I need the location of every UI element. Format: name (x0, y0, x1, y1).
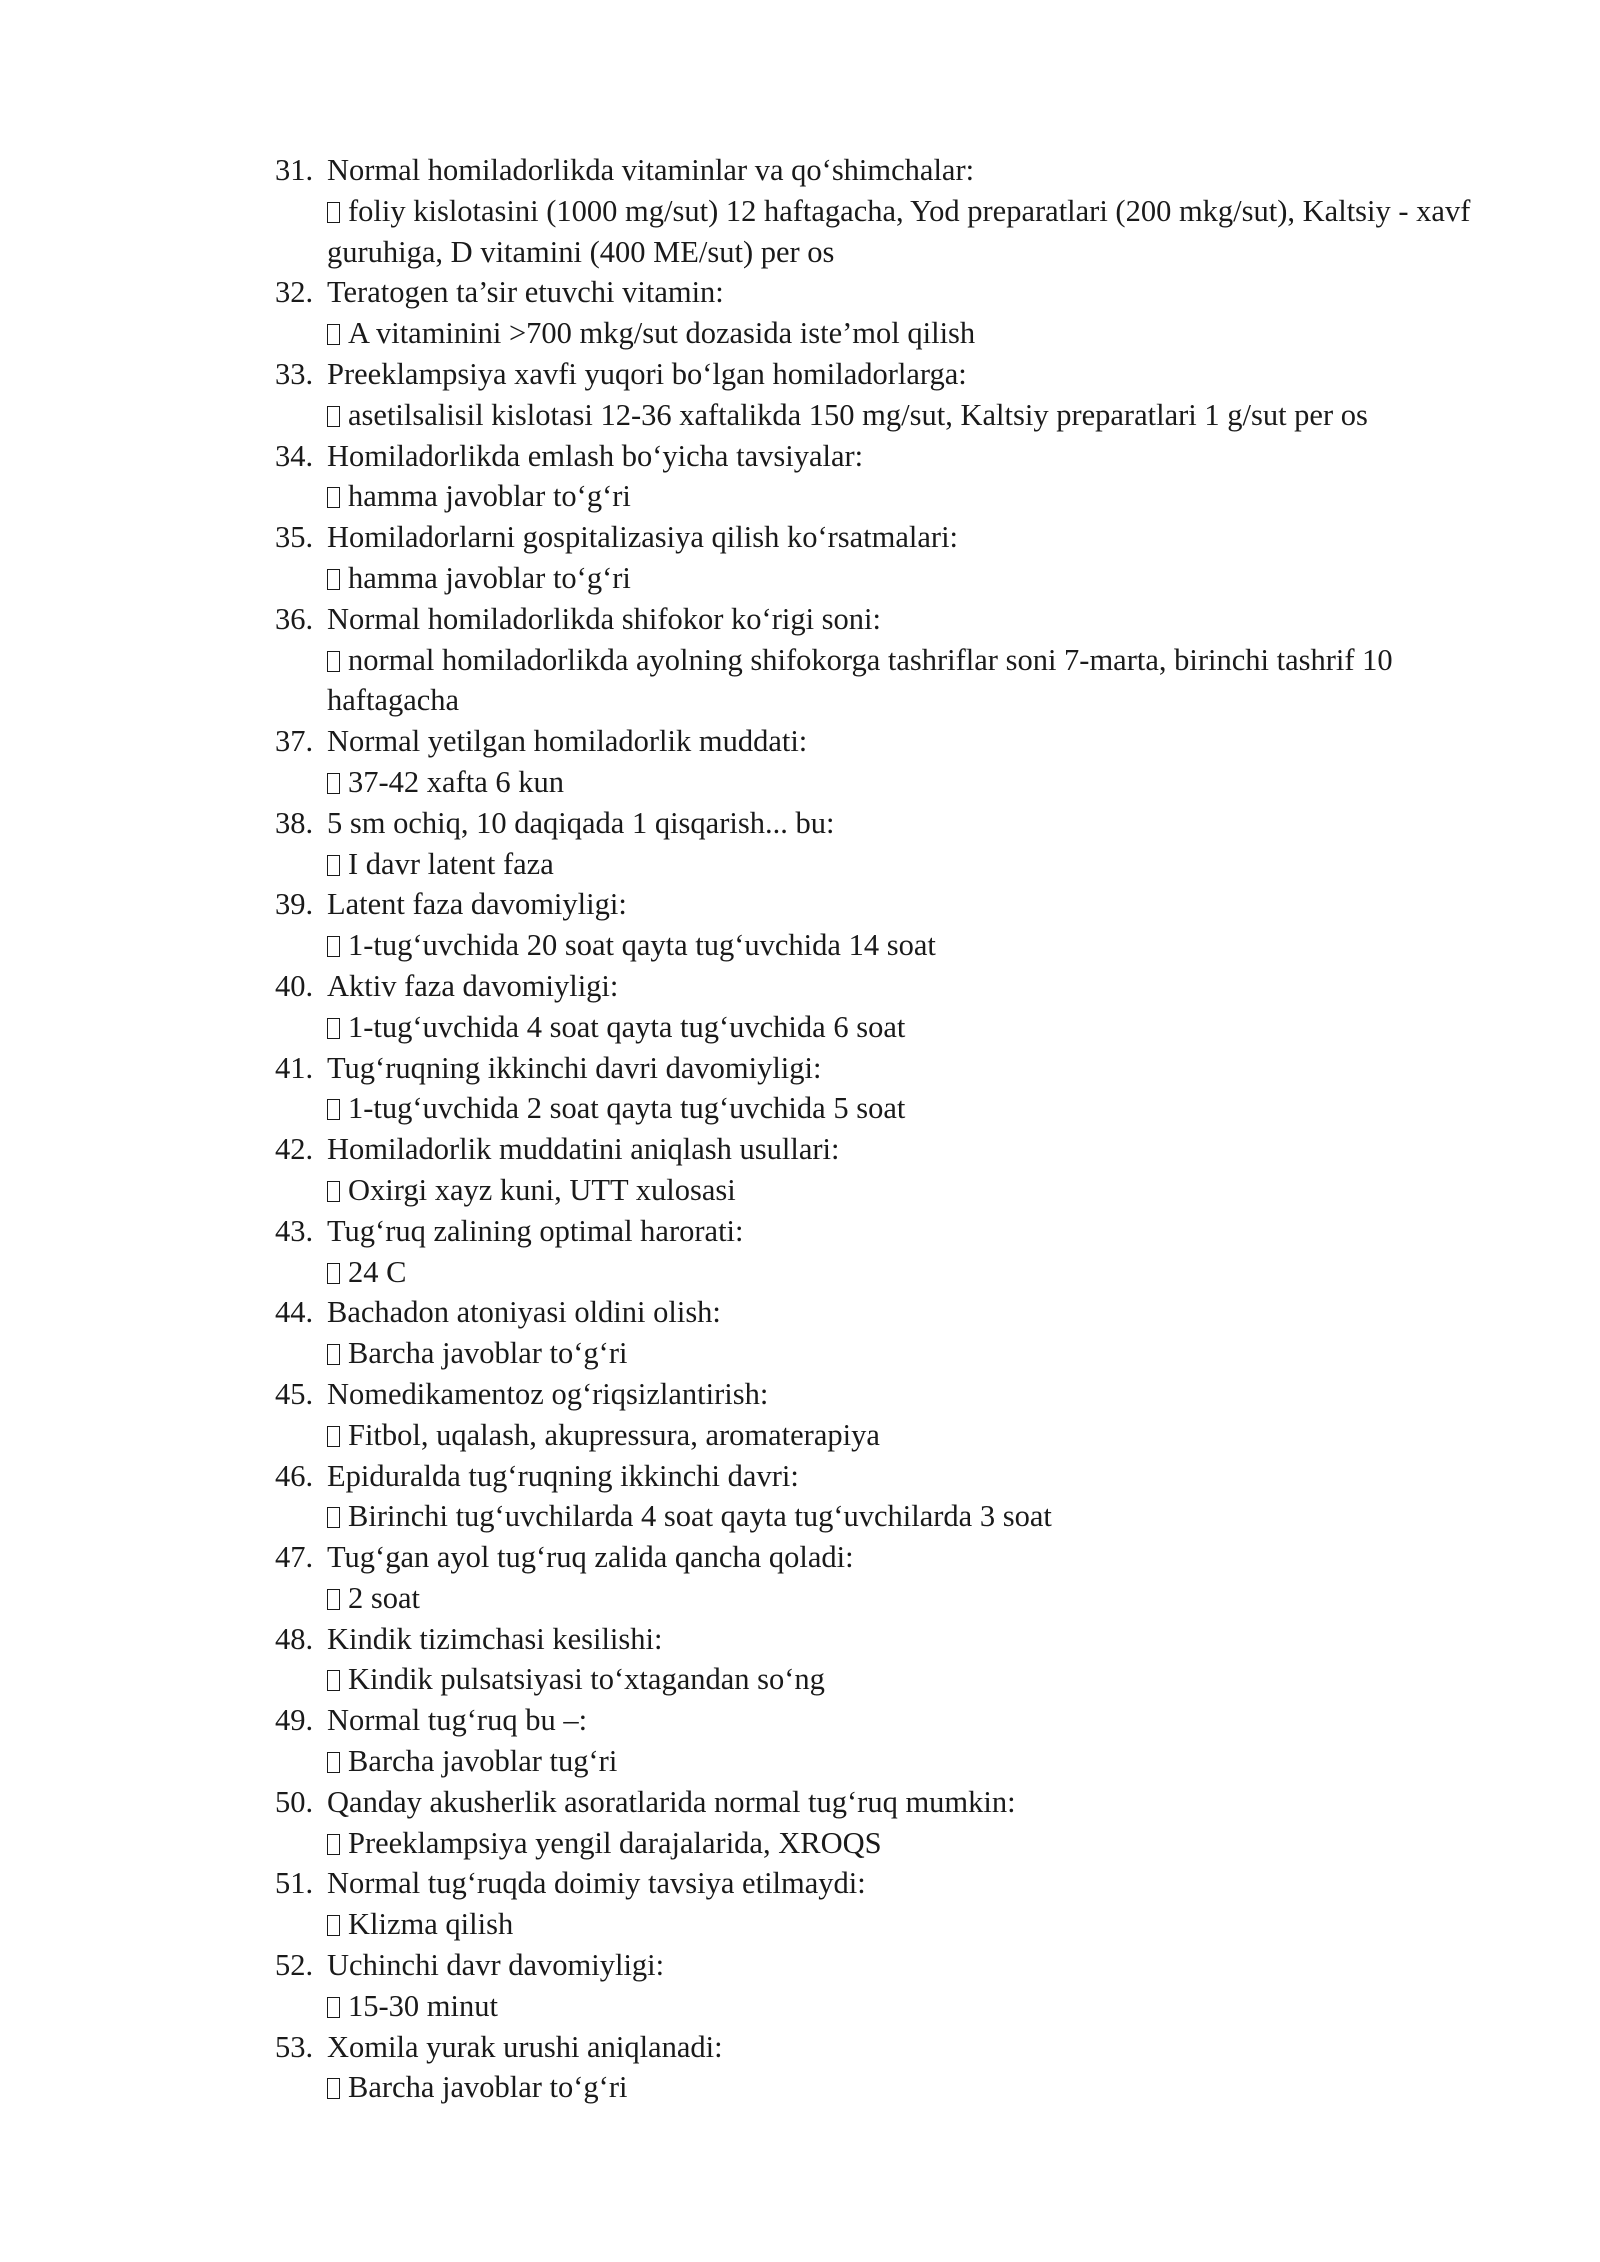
answer-line (275, 1170, 1505, 1211)
answer-text-wrap (327, 1333, 1505, 1374)
answer-text-wrap (327, 558, 1505, 599)
answer-text-wrap (327, 476, 1505, 517)
answer-text-wrap (327, 1823, 1505, 1864)
question-number: 41. (275, 1050, 314, 1085)
missing-glyph-box-icon (327, 1181, 340, 1202)
answer-line (275, 1986, 1505, 2027)
question-item (275, 803, 1505, 885)
answer-line (275, 1333, 1505, 1374)
question-number: 32. (275, 275, 314, 310)
missing-glyph-box-icon (327, 936, 340, 957)
answer-text-wrap (327, 1496, 1505, 1537)
question-item (275, 1700, 1505, 1782)
question-number: 37. (275, 724, 314, 759)
question-item (275, 966, 1505, 1048)
question-number: 45. (275, 1376, 314, 1411)
question-item (275, 517, 1505, 599)
question-line (275, 1537, 1505, 1578)
answer-line (275, 395, 1505, 436)
question-text: Homiladorlarni gospitalizasiya qilish ko‘rsatmalari: (327, 520, 959, 555)
answer-text-wrap (327, 1007, 1505, 1048)
answer-line (275, 1415, 1505, 1456)
question-text: Normal yetilgan homiladorlik muddati: (327, 724, 808, 759)
question-item (275, 884, 1505, 966)
question-line (275, 1619, 1505, 1660)
answer-text: I davr latent faza (348, 846, 554, 881)
answer-line (275, 1659, 1505, 1700)
answer-text-wrap (327, 191, 1505, 273)
answer-text: asetilsalisil kislotasi 12-36 xaftalikda 150 mg/sut, Kaltsiy preparatlari 1 g/sut per os (348, 397, 1368, 432)
missing-glyph-box-icon (327, 855, 340, 876)
question-item (275, 1292, 1505, 1374)
answer-text: Barcha javoblar tug‘ri (348, 1744, 618, 1779)
question-text: Homiladorlikda emlash bo‘yicha tavsiyalar: (327, 438, 864, 473)
question-line (275, 1456, 1505, 1497)
answer-line (275, 640, 1505, 722)
answer-text: 2 soat (348, 1580, 421, 1615)
question-text: Tug‘ruqning ikkinchi davri davomiyligi: (327, 1050, 822, 1085)
question-item (275, 1374, 1505, 1456)
answer-text-wrap (327, 1252, 1505, 1293)
question-text: Aktiv faza davomiyligi: (327, 968, 619, 1003)
question-text: Preeklampsiya xavfi yuqori bo‘lgan homiladorlarga: (327, 356, 967, 391)
question-number: 44. (275, 1295, 314, 1330)
question-text: Normal homiladorlikda vitaminlar va qo‘shimchalar: (327, 153, 975, 187)
question-number: 39. (275, 887, 314, 922)
answer-text: Birinchi tug‘uvchilarda 4 soat qayta tug‘uvchilarda 3 soat (348, 1499, 1052, 1534)
question-item (275, 1456, 1505, 1538)
missing-glyph-box-icon (327, 569, 340, 590)
question-number: 51. (275, 1866, 314, 1901)
missing-glyph-box-icon (327, 202, 340, 223)
question-line (275, 1782, 1505, 1823)
question-line (275, 1048, 1505, 1089)
answer-text: Kindik pulsatsiyasi to‘xtagandan so‘ng (348, 1662, 825, 1697)
answer-text: 24 C (348, 1254, 407, 1289)
answer-text: 1-tug‘uvchida 20 soat qayta tug‘uvchida 14 soat (348, 928, 936, 963)
question-line (275, 1863, 1505, 1904)
answer-text-wrap (327, 1986, 1505, 2027)
answer-text-wrap (327, 1904, 1505, 1945)
missing-glyph-box-icon (327, 773, 340, 794)
question-number: 38. (275, 805, 314, 840)
answer-text: 37-42 xafta 6 kun (348, 764, 564, 799)
answer-text: hamma javoblar to‘g‘ri (348, 479, 631, 514)
missing-glyph-box-icon (327, 1018, 340, 1039)
answer-line (275, 1007, 1505, 1048)
answer-text: Oxirgi xayz kuni, UTT xulosasi (348, 1172, 736, 1207)
question-text: 5 sm ochiq, 10 daqiqada 1 qisqarish... bu: (327, 805, 835, 840)
question-text: Normal tug‘ruqda doimiy tavsiya etilmaydi: (327, 1866, 866, 1901)
question-number: 42. (275, 1132, 314, 1167)
question-number: 47. (275, 1540, 314, 1575)
question-line (275, 1700, 1505, 1741)
question-line (275, 1129, 1505, 1170)
answer-text-wrap (327, 1578, 1505, 1619)
question-number: 49. (275, 1703, 314, 1738)
answer-line (275, 925, 1505, 966)
question-line (275, 354, 1505, 395)
question-line (275, 1292, 1505, 1333)
missing-glyph-box-icon (327, 1915, 340, 1936)
answer-text: Fitbol, uqalash, akupressura, aromaterapiya (348, 1417, 880, 1452)
missing-glyph-box-icon (327, 1589, 340, 1610)
answer-line (275, 762, 1505, 803)
answer-text: normal homiladorlikda ayolning shifokorga tashriflar soni 7-marta, birinchi tashrif 10 haftagacha (327, 642, 1393, 718)
question-line (275, 599, 1505, 640)
missing-glyph-box-icon (327, 1263, 340, 1284)
answer-text-wrap (327, 762, 1505, 803)
question-line (275, 272, 1505, 313)
question-line (275, 1211, 1505, 1252)
answer-text: 1-tug‘uvchida 2 soat qayta tug‘uvchida 5 soat (348, 1091, 906, 1126)
question-number: 52. (275, 1948, 314, 1983)
question-line (275, 966, 1505, 1007)
answer-line (275, 844, 1505, 885)
answer-line (275, 1823, 1505, 1864)
question-item (275, 721, 1505, 803)
question-text: Tug‘ruq zalining optimal harorati: (327, 1213, 744, 1248)
answer-text-wrap (327, 2067, 1505, 2108)
answer-text-wrap (327, 1415, 1505, 1456)
question-line (275, 2027, 1505, 2068)
missing-glyph-box-icon (327, 487, 340, 508)
question-number: 50. (275, 1784, 314, 1819)
answer-text: 1-tug‘uvchida 4 soat qayta tug‘uvchida 6 soat (348, 1009, 906, 1044)
missing-glyph-box-icon (327, 406, 340, 427)
question-number: 43. (275, 1213, 314, 1248)
answer-text-wrap (327, 395, 1505, 436)
question-text: Bachadon atoniyasi oldini olish: (327, 1295, 721, 1330)
question-number: 33. (275, 356, 314, 391)
question-item (275, 436, 1505, 518)
question-text: Normal tug‘ruq bu –: (327, 1703, 588, 1738)
question-text: Nomedikamentoz og‘riqsizlantirish: (327, 1376, 769, 1411)
missing-glyph-box-icon (327, 1670, 340, 1691)
answer-text-wrap (327, 844, 1505, 885)
question-text: Uchinchi davr davomiyligi: (327, 1948, 665, 1983)
question-item (275, 1782, 1505, 1864)
question-number: 31. (275, 153, 314, 187)
answer-line (275, 558, 1505, 599)
answer-text-wrap (327, 1659, 1505, 1700)
question-number: 34. (275, 438, 314, 473)
answer-line (275, 1252, 1505, 1293)
answer-text: Barcha javoblar to‘g‘ri (348, 1336, 628, 1371)
answer-text: Preeklampsiya yengil darajalarida, XROQS (348, 1825, 882, 1860)
question-item (275, 354, 1505, 436)
answer-text: 15-30 minut (348, 1988, 498, 2023)
answer-text-wrap (327, 1741, 1505, 1782)
missing-glyph-box-icon (327, 324, 340, 345)
answer-text-wrap (327, 640, 1505, 722)
missing-glyph-box-icon (327, 1099, 340, 1120)
question-item (275, 1129, 1505, 1211)
question-line (275, 721, 1505, 762)
missing-glyph-box-icon (327, 1997, 340, 2018)
answer-line (275, 1741, 1505, 1782)
answer-line (275, 191, 1505, 273)
missing-glyph-box-icon (327, 2078, 340, 2099)
question-item (275, 1945, 1505, 2027)
question-text: Latent faza davomiyligi: (327, 887, 627, 922)
question-item (275, 1863, 1505, 1945)
question-line (275, 436, 1505, 477)
question-text: Normal homiladorlikda shifokor ko‘rigi soni: (327, 601, 882, 636)
answer-text-wrap (327, 1170, 1505, 1211)
answer-text-wrap (327, 925, 1505, 966)
question-text: Kindik tizimchasi kesilishi: (327, 1621, 663, 1656)
question-item (275, 1537, 1505, 1619)
missing-glyph-box-icon (327, 1507, 340, 1528)
question-line (275, 884, 1505, 925)
answer-line (275, 313, 1505, 354)
answer-text: Klizma qilish (348, 1907, 514, 1942)
question-list (275, 150, 1505, 2108)
question-item (275, 599, 1505, 721)
question-number: 53. (275, 2029, 314, 2064)
missing-glyph-box-icon (327, 1752, 340, 1773)
answer-text-wrap (327, 313, 1505, 354)
question-text: Epiduralda tug‘ruqning ikkinchi davri: (327, 1458, 799, 1493)
question-text: Tug‘gan ayol tug‘ruq zalida qancha qoladi: (327, 1540, 854, 1575)
missing-glyph-box-icon (327, 1426, 340, 1447)
question-text: Xomila yurak urushi aniqlanadi: (327, 2029, 723, 2064)
answer-text: foliy kislotasini (1000 mg/sut) 12 haftagacha, Yod preparatlari (200 mkg/sut), Kaltsiy - xavf guruhiga, D vitamini (400 ME/sut) per os (327, 193, 1471, 269)
question-line (275, 1374, 1505, 1415)
missing-glyph-box-icon (327, 1834, 340, 1855)
answer-line (275, 2067, 1505, 2108)
answer-line (275, 1578, 1505, 1619)
question-item (275, 150, 1505, 272)
question-text: Homiladorlik muddatini aniqlash usullari: (327, 1132, 840, 1167)
answer-line (275, 1496, 1505, 1537)
answer-text: hamma javoblar to‘g‘ri (348, 560, 631, 595)
answer-line (275, 1904, 1505, 1945)
question-item (275, 1211, 1505, 1293)
question-number: 40. (275, 968, 314, 1003)
missing-glyph-box-icon (327, 651, 340, 672)
answer-text: A vitaminini >700 mkg/sut dozasida iste’mol qilish (348, 316, 976, 351)
question-text: Qanday akusherlik asoratlarida normal tug‘ruq mumkin: (327, 1784, 1016, 1819)
answer-text-wrap (327, 1088, 1505, 1129)
question-item (275, 272, 1505, 354)
question-line (275, 150, 1505, 191)
answer-line (275, 476, 1505, 517)
question-number: 46. (275, 1458, 314, 1493)
answer-line (275, 1088, 1505, 1129)
question-number: 35. (275, 520, 314, 555)
question-text: Teratogen ta’sir etuvchi vitamin: (327, 275, 724, 310)
answer-text: Barcha javoblar to‘g‘ri (348, 2070, 628, 2105)
question-item (275, 1619, 1505, 1701)
question-line (275, 517, 1505, 558)
question-line (275, 803, 1505, 844)
missing-glyph-box-icon (327, 1344, 340, 1365)
question-item (275, 2027, 1505, 2109)
question-item (275, 1048, 1505, 1130)
question-line (275, 1945, 1505, 1986)
question-number: 48. (275, 1621, 314, 1656)
question-number: 36. (275, 601, 314, 636)
